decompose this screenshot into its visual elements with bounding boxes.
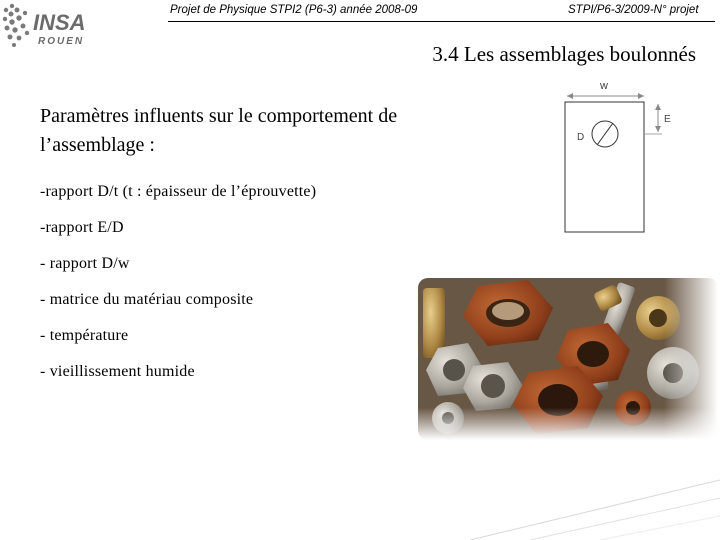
logo-main-text: INSA <box>33 10 86 35</box>
header-course-label: Projet de Physique STPI2 (P6-3) année 2008-09 <box>170 4 418 16</box>
nuts-and-bolts-photo <box>418 278 718 440</box>
slide-title: 3.4 Les assemblages boulonnés <box>432 42 696 66</box>
diagram-label-e: E <box>664 114 671 125</box>
logo-sub-text: ROUEN <box>38 36 85 47</box>
intro-text: Paramètres influents sur le comportement de l’assemblage : <box>40 105 398 156</box>
parameter-list <box>40 182 316 398</box>
parameter-item: - matrice du matériau composite <box>40 291 254 308</box>
parameter-item: -rapport D/t (t : épaisseur de l’éprouvette) <box>40 183 317 200</box>
parameter-item: - vieillissement humide <box>40 363 195 380</box>
insa-rouen-logo <box>0 0 95 50</box>
parameter-item: - température <box>40 327 129 344</box>
diagram-label-w: w <box>600 80 608 92</box>
parameter-item: -rapport E/D <box>40 219 124 236</box>
logo-dots <box>3 4 29 47</box>
diagram-label-d: D <box>577 132 585 143</box>
parameter-item: - rapport D/w <box>40 255 130 272</box>
specimen-diagram <box>540 74 680 244</box>
header-project-ref: STPI/P6-3/2009-N° projet <box>568 4 699 16</box>
header-divider <box>168 21 715 22</box>
decorative-corner-lines <box>470 470 720 540</box>
